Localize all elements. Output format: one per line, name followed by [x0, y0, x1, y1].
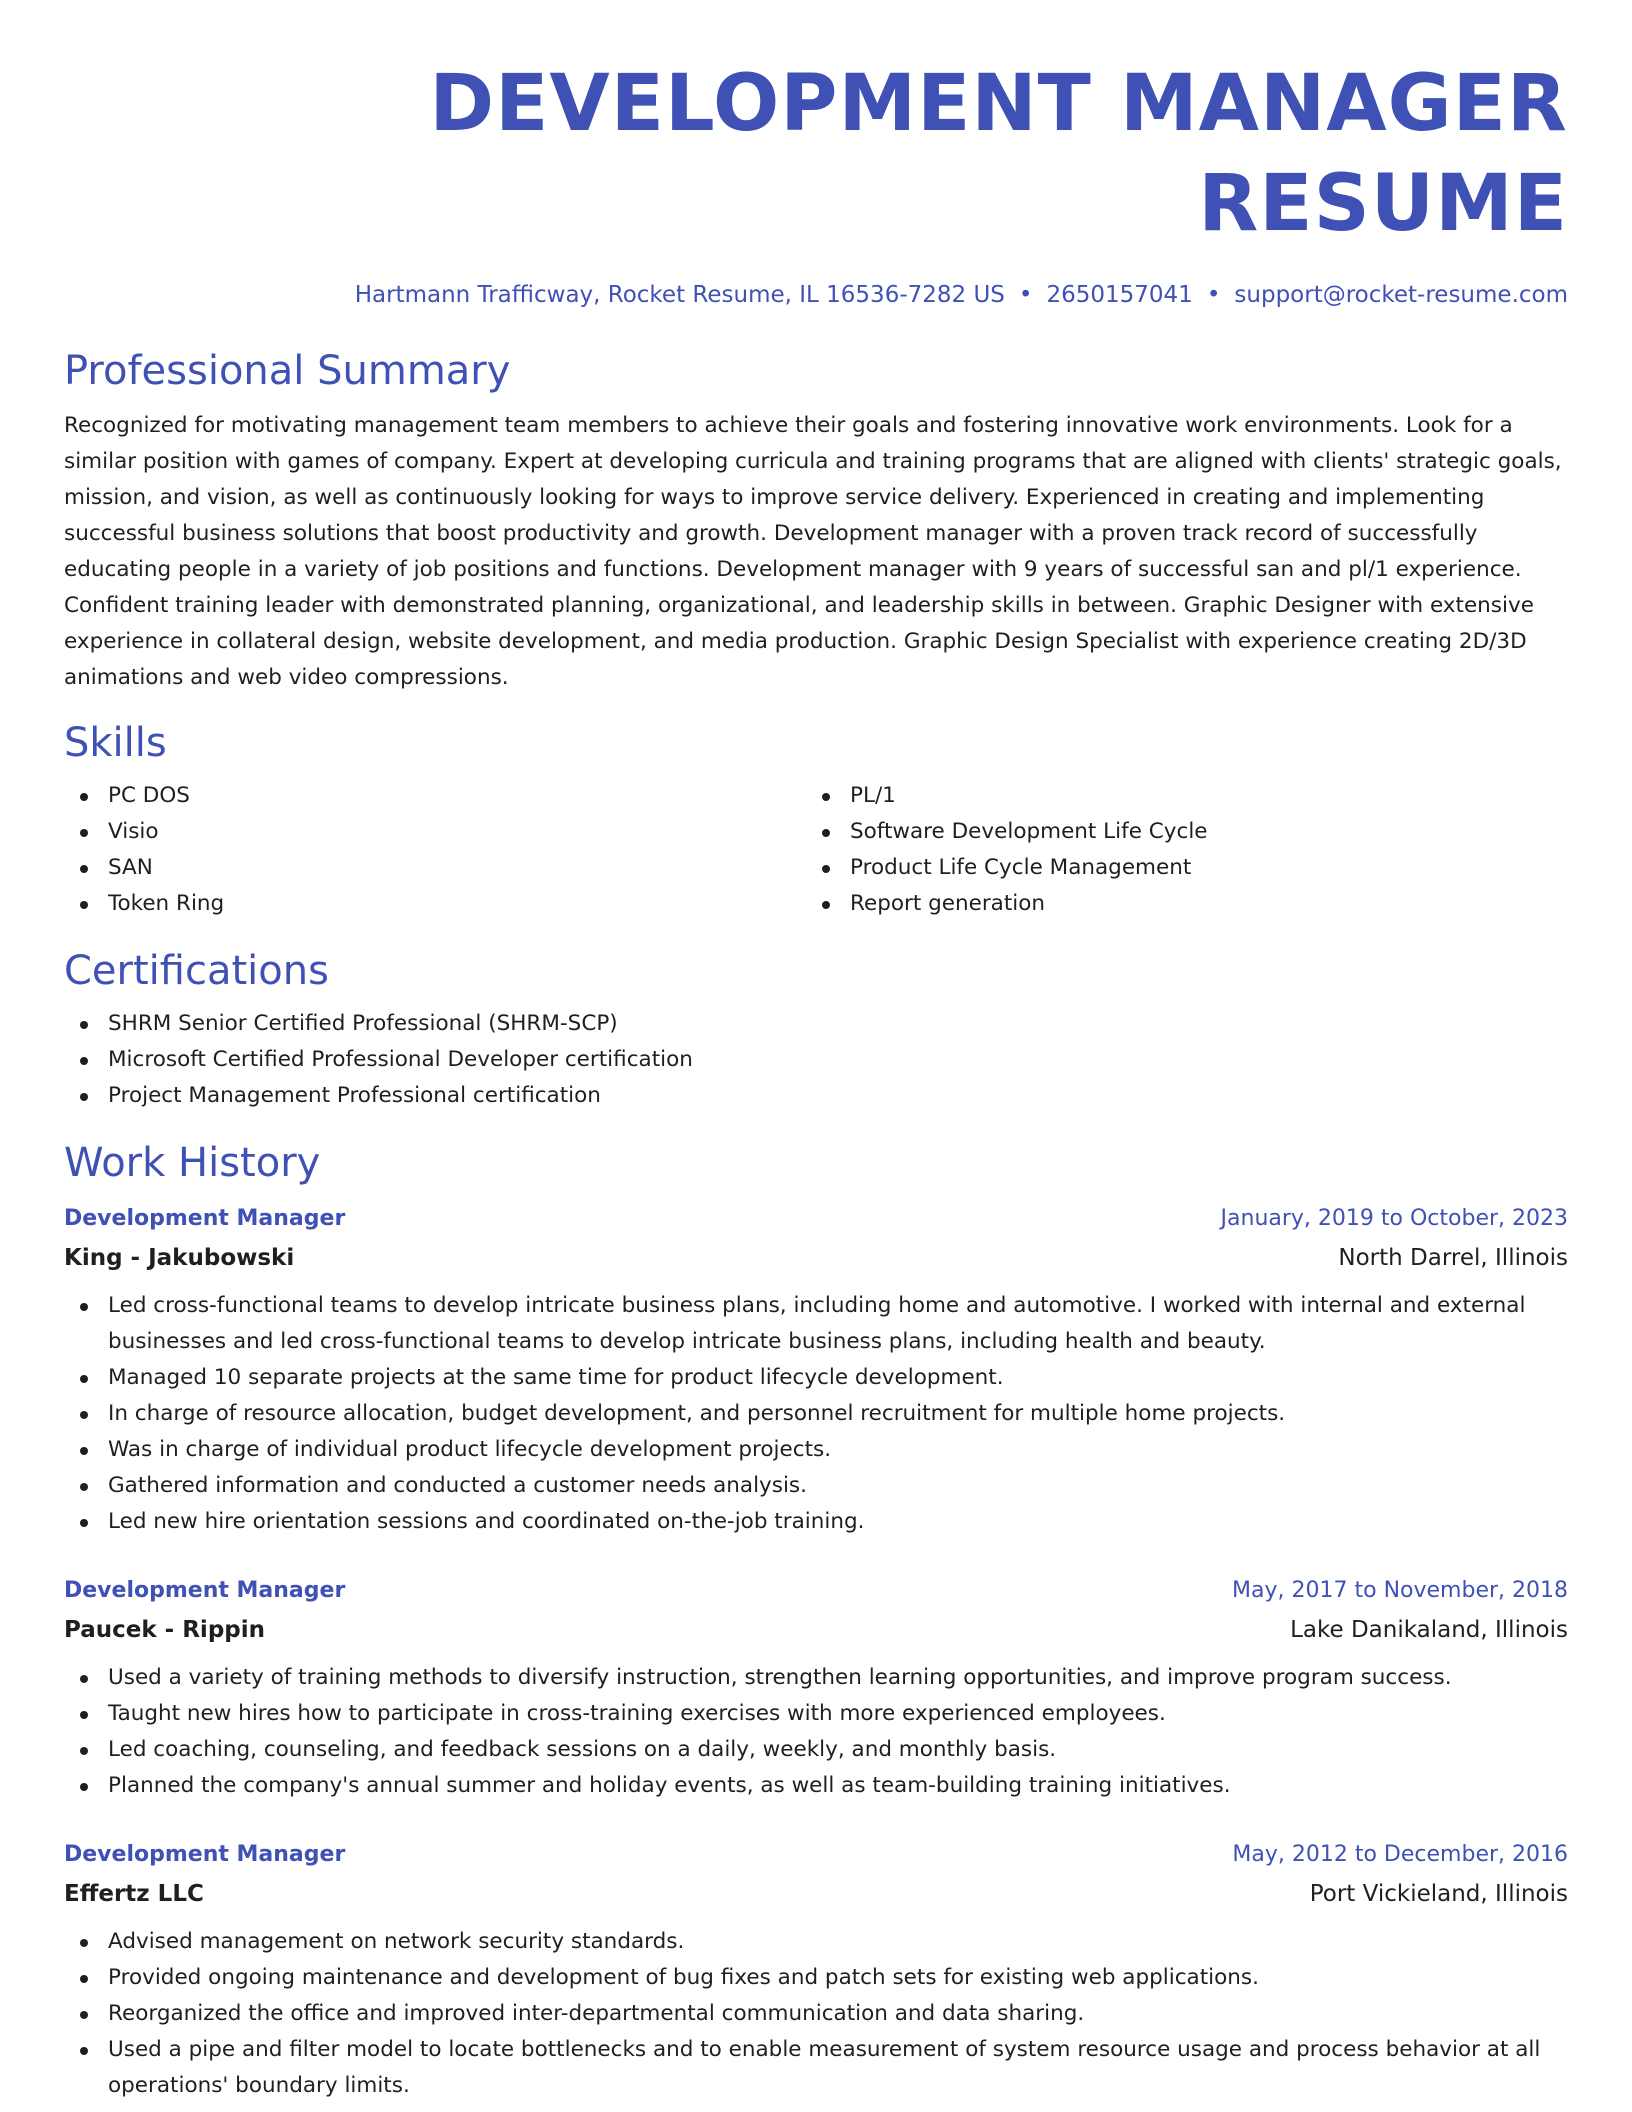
job-dates: May, 2012 to December, 2016	[1232, 1842, 1568, 1867]
resume-title: DEVELOPMENT MANAGER RESUME	[429, 59, 1568, 249]
skill-item: Visio	[64, 814, 806, 850]
job-bullet: Planned the company's annual summer and holiday events, as well as team-building training initiatives.	[64, 1768, 1568, 1804]
contact-line	[64, 280, 1568, 310]
work-history-heading: Work History	[64, 1140, 321, 1186]
contact-separator: •	[1206, 282, 1221, 308]
job-company: Paucek - Rippin	[64, 1617, 266, 1643]
contact-email[interactable]: support@rocket-resume.com	[1234, 282, 1568, 308]
job-dates: May, 2017 to November, 2018	[1232, 1578, 1568, 1603]
job-subheader	[64, 1238, 1568, 1278]
job-location: North Darrel, Illinois	[1338, 1245, 1568, 1271]
job-bullet: Advised management on network security standards.	[64, 1924, 1568, 1960]
job-subheader	[64, 1874, 1568, 1914]
job-bullet: Used a pipe and filter model to locate bottlenecks and to enable measurement of system resource usage and process behavior at all operations' boundary limits.	[64, 2032, 1568, 2104]
job-header	[64, 1200, 1568, 1238]
skills-column-right	[806, 778, 1548, 922]
certifications-heading: Certifications	[64, 948, 329, 994]
job-bullet: Led new hire orientation sessions and coordinated on-the-job training.	[64, 1504, 1568, 1540]
certification-item: Project Management Professional certification	[64, 1078, 1568, 1114]
skills-column-left	[64, 778, 806, 922]
job-bullet: Provided ongoing maintenance and development of bug fixes and patch sets for existing web applications.	[64, 1960, 1568, 1996]
skill-item: Token Ring	[64, 886, 806, 922]
certification-item: Microsoft Certified Professional Developer certification	[64, 1042, 1568, 1078]
job-entry	[64, 1200, 1568, 1540]
job-header	[64, 1572, 1568, 1610]
job-bullets	[64, 1924, 1568, 2104]
job-bullet: Used a variety of training methods to diversify instruction, strengthen learning opportunities, and improve program success.	[64, 1660, 1568, 1696]
certifications-list	[64, 1006, 1568, 1114]
job-bullets	[64, 1288, 1568, 1540]
job-entry	[64, 1572, 1568, 1804]
contact-phone[interactable]: 2650157041	[1046, 282, 1193, 308]
job-bullet: Gathered information and conducted a customer needs analysis.	[64, 1468, 1568, 1504]
certification-item: SHRM Senior Certified Professional (SHRM-SCP)	[64, 1006, 1568, 1042]
skill-item: PC DOS	[64, 778, 806, 814]
skill-item: PL/1	[806, 778, 1548, 814]
job-company: Effertz LLC	[64, 1881, 204, 1907]
skill-item: Product Life Cycle Management	[806, 850, 1548, 886]
job-bullet: Led cross-functional teams to develop intricate business plans, including home and automotive. I worked with internal and external businesses and led cross-functional teams to develop intricate business plans, including health and beauty.	[64, 1288, 1568, 1360]
job-bullet: Reorganized the office and improved inter-departmental communication and data sharing.	[64, 1996, 1568, 2032]
job-bullet: Managed 10 separate projects at the same time for product lifecycle development.	[64, 1360, 1568, 1396]
job-title: Development Manager	[64, 1206, 346, 1231]
job-bullet: Was in charge of individual product lifecycle development projects.	[64, 1432, 1568, 1468]
job-subheader	[64, 1610, 1568, 1650]
skill-item: Report generation	[806, 886, 1548, 922]
job-entry	[64, 1836, 1568, 2104]
skills-list	[64, 778, 1568, 922]
job-title: Development Manager	[64, 1842, 346, 1867]
summary-heading: Professional Summary	[64, 348, 511, 394]
skill-item: Software Development Life Cycle	[806, 814, 1548, 850]
job-header	[64, 1836, 1568, 1874]
job-bullet: In charge of resource allocation, budget development, and personnel recruitment for multiple home projects.	[64, 1396, 1568, 1432]
summary-text: Recognized for motivating management team members to achieve their goals and fostering innovative work environments. Look for a similar position with games of company. Expert at developing curricula and training programs that are aligned with clients' strategic goals, mission, and vision, as well as continuously looking for ways to improve service delivery. Experienced in creating and implementing successful business solutions that boost productivity and growth. Development manager with a proven track record of successfully educating people in a variety of job positions and functions. Development manager with 9 years of successful san and pl/1 experience. Confident training leader with demonstrated planning, organizational, and leadership skills in between. Graphic Designer with extensive experience in collateral design, website development, and media production. Graphic Design Specialist with experience creating 2D/3D animations and web video compressions.	[64, 413, 1562, 690]
contact-address: Hartmann Trafficway, Rocket Resume, IL 16536-7282 US	[354, 282, 1005, 308]
job-company: King - Jakubowski	[64, 1245, 295, 1271]
job-bullets	[64, 1660, 1568, 1804]
job-title: Development Manager	[64, 1578, 346, 1603]
job-bullet: Led coaching, counseling, and feedback sessions on a daily, weekly, and monthly basis.	[64, 1732, 1568, 1768]
resume-page	[64, 0, 1568, 2104]
contact-separator: •	[1018, 282, 1033, 308]
job-dates: January, 2019 to October, 2023	[1220, 1206, 1568, 1231]
skill-item: SAN	[64, 850, 806, 886]
skills-heading: Skills	[64, 720, 167, 766]
job-location: Port Vickieland, Illinois	[1309, 1881, 1568, 1907]
job-location: Lake Danikaland, Illinois	[1290, 1617, 1568, 1643]
job-bullet: Taught new hires how to participate in cross-training exercises with more experienced employees.	[64, 1696, 1568, 1732]
